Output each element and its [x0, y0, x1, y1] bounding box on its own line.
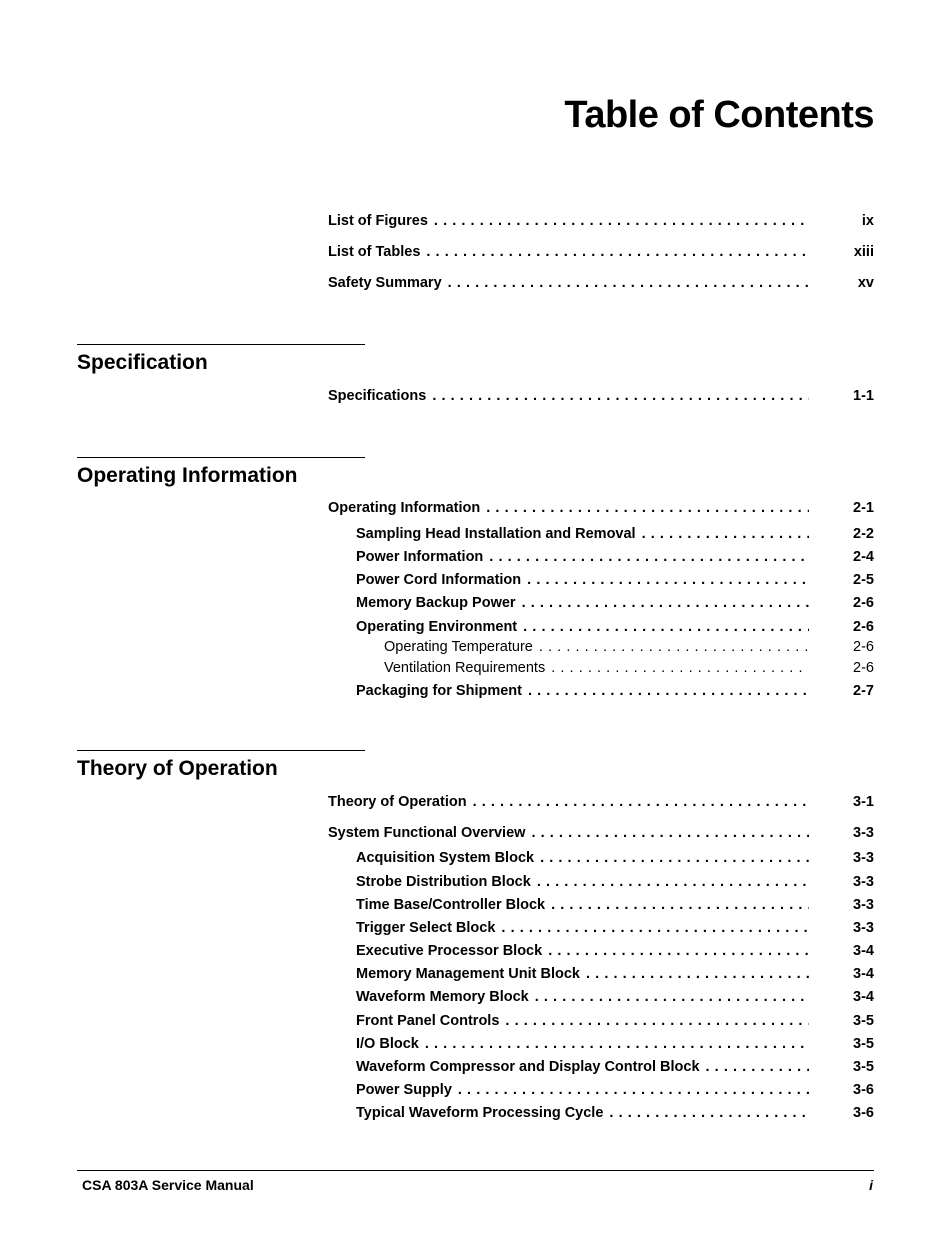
toc-entry-label: Front Panel Controls [356, 1013, 500, 1029]
toc-entry-label: Acquisition System Block [356, 850, 535, 866]
toc-entry[interactable] [356, 850, 809, 866]
toc-page-number: 3-5 [853, 1036, 874, 1052]
toc-entry[interactable] [384, 660, 809, 676]
toc-page-number: 2-2 [853, 526, 874, 542]
toc-entry[interactable] [328, 244, 809, 260]
toc-page-number: 3-4 [853, 989, 874, 1005]
leader-dots [706, 1059, 809, 1075]
toc-page-number: 2-5 [853, 572, 874, 588]
toc-page-number: 2-6 [853, 660, 874, 676]
leader-dots [609, 1105, 809, 1121]
toc-entry[interactable] [328, 794, 809, 810]
leader-dots [535, 989, 809, 1005]
leader-dots [548, 943, 809, 959]
toc-entry[interactable] [328, 213, 809, 229]
leader-dots [523, 619, 809, 635]
leader-dots [539, 639, 809, 655]
leader-dots [505, 1013, 809, 1029]
toc-entry-label: Operating Temperature [384, 639, 533, 655]
footer-page-number: i [869, 1177, 873, 1193]
toc-entry[interactable] [356, 1013, 809, 1029]
section-rule [77, 457, 365, 458]
toc-entry[interactable] [356, 920, 809, 936]
toc-page-number: 2-7 [853, 683, 874, 699]
toc-entry[interactable] [328, 825, 809, 841]
leader-dots [551, 897, 809, 913]
toc-page-number: 3-4 [853, 966, 874, 982]
toc-page-number: 3-5 [853, 1013, 874, 1029]
toc-page-number: 3-3 [853, 825, 874, 841]
toc-page-number: 3-6 [853, 1105, 874, 1121]
leader-dots [551, 660, 809, 676]
toc-entry-label: Power Cord Information [356, 572, 522, 588]
toc-entry-label: Power Information [356, 549, 484, 565]
toc-entry[interactable] [356, 1082, 809, 1098]
section-title: Specification [77, 351, 208, 374]
toc-entry[interactable] [356, 619, 809, 635]
leader-dots [531, 825, 809, 841]
toc-entry-label: Time Base/Controller Block [356, 897, 546, 913]
toc-entry-label: Operating Environment [356, 619, 518, 635]
toc-entry-label: Trigger Select Block [356, 920, 496, 936]
toc-page-number: 3-3 [853, 850, 874, 866]
toc-entry[interactable] [356, 1036, 809, 1052]
toc-entry[interactable] [384, 639, 809, 655]
toc-entry-label: System Functional Overview [328, 825, 526, 841]
toc-page-number: 2-6 [853, 639, 874, 655]
toc-page-number: 2-1 [853, 500, 874, 516]
footer-rule [77, 1170, 874, 1171]
toc-entry[interactable] [356, 526, 809, 542]
toc-entry[interactable] [356, 595, 809, 611]
leader-dots [537, 874, 809, 890]
leader-dots [540, 850, 809, 866]
toc-entry-label: Operating Information [328, 500, 481, 516]
leader-dots [527, 572, 809, 588]
leader-dots [448, 275, 809, 291]
leader-dots [528, 683, 809, 699]
toc-page-number: 3-3 [853, 897, 874, 913]
toc-entry-label: Typical Waveform Processing Cycle [356, 1105, 604, 1121]
toc-entry-label: Strobe Distribution Block [356, 874, 531, 890]
leader-dots [501, 920, 809, 936]
toc-entry-label: Theory of Operation [328, 794, 467, 810]
toc-entry[interactable] [356, 1105, 809, 1121]
toc-entry[interactable] [356, 874, 809, 890]
toc-entry-label: Safety Summary [328, 275, 442, 291]
toc-entry[interactable] [356, 549, 809, 565]
leader-dots [425, 1036, 809, 1052]
toc-entry[interactable] [356, 1059, 809, 1075]
leader-dots [586, 966, 809, 982]
leader-dots [522, 595, 809, 611]
toc-entry-label: Waveform Memory Block [356, 989, 529, 1005]
toc-page-number: xv [857, 275, 874, 291]
leader-dots [642, 526, 809, 542]
toc-page-number: xiii [853, 244, 874, 260]
toc-entry[interactable] [356, 989, 809, 1005]
toc-entry[interactable] [356, 897, 809, 913]
leader-dots [489, 549, 809, 565]
toc-page-number: 3-6 [853, 1082, 874, 1098]
leader-dots [486, 500, 809, 516]
toc-entry[interactable] [328, 275, 809, 291]
section-title: Theory of Operation [77, 757, 278, 780]
toc-page-number: 2-4 [853, 549, 874, 565]
toc-entry-label: Executive Processor Block [356, 943, 543, 959]
footer-manual-title: CSA 803A Service Manual [82, 1177, 254, 1193]
page-title: Table of Contents [564, 94, 874, 136]
toc-page-number: 3-4 [853, 943, 874, 959]
toc-entry[interactable] [328, 388, 809, 404]
toc-entry-label: Memory Management Unit Block [356, 966, 580, 982]
toc-entry[interactable] [356, 572, 809, 588]
leader-dots [458, 1082, 809, 1098]
toc-page-number: ix [861, 213, 874, 229]
toc-entry-label: Packaging for Shipment [356, 683, 522, 699]
toc-entry-label: Waveform Compressor and Display Control Block [356, 1059, 700, 1075]
toc-entry-label: Power Supply [356, 1082, 452, 1098]
toc-entry-label: List of Figures [328, 213, 428, 229]
section-rule [77, 344, 365, 345]
toc-entry-label: List of Tables [328, 244, 421, 260]
leader-dots [473, 794, 809, 810]
toc-entry[interactable] [328, 500, 809, 516]
toc-entry[interactable] [356, 683, 809, 699]
toc-page-number: 3-3 [853, 920, 874, 936]
toc-entry[interactable] [356, 943, 809, 959]
toc-page-number: 2-6 [853, 619, 874, 635]
leader-dots [432, 388, 809, 404]
toc-page-number: 3-1 [853, 794, 874, 810]
toc-page-number: 3-5 [853, 1059, 874, 1075]
toc-page-number: 3-3 [853, 874, 874, 890]
toc-entry-label: I/O Block [356, 1036, 419, 1052]
toc-entry[interactable] [356, 966, 809, 982]
toc-entry-label: Memory Backup Power [356, 595, 516, 611]
toc-page-number: 2-6 [853, 595, 874, 611]
toc-page-number: 1-1 [853, 388, 874, 404]
section-title: Operating Information [77, 464, 298, 487]
leader-dots [426, 244, 809, 260]
toc-entry-label: Ventilation Requirements [384, 660, 546, 676]
toc-entry-label: Sampling Head Installation and Removal [356, 526, 636, 542]
section-rule [77, 750, 365, 751]
toc-entry-label: Specifications [328, 388, 427, 404]
leader-dots [434, 213, 809, 229]
